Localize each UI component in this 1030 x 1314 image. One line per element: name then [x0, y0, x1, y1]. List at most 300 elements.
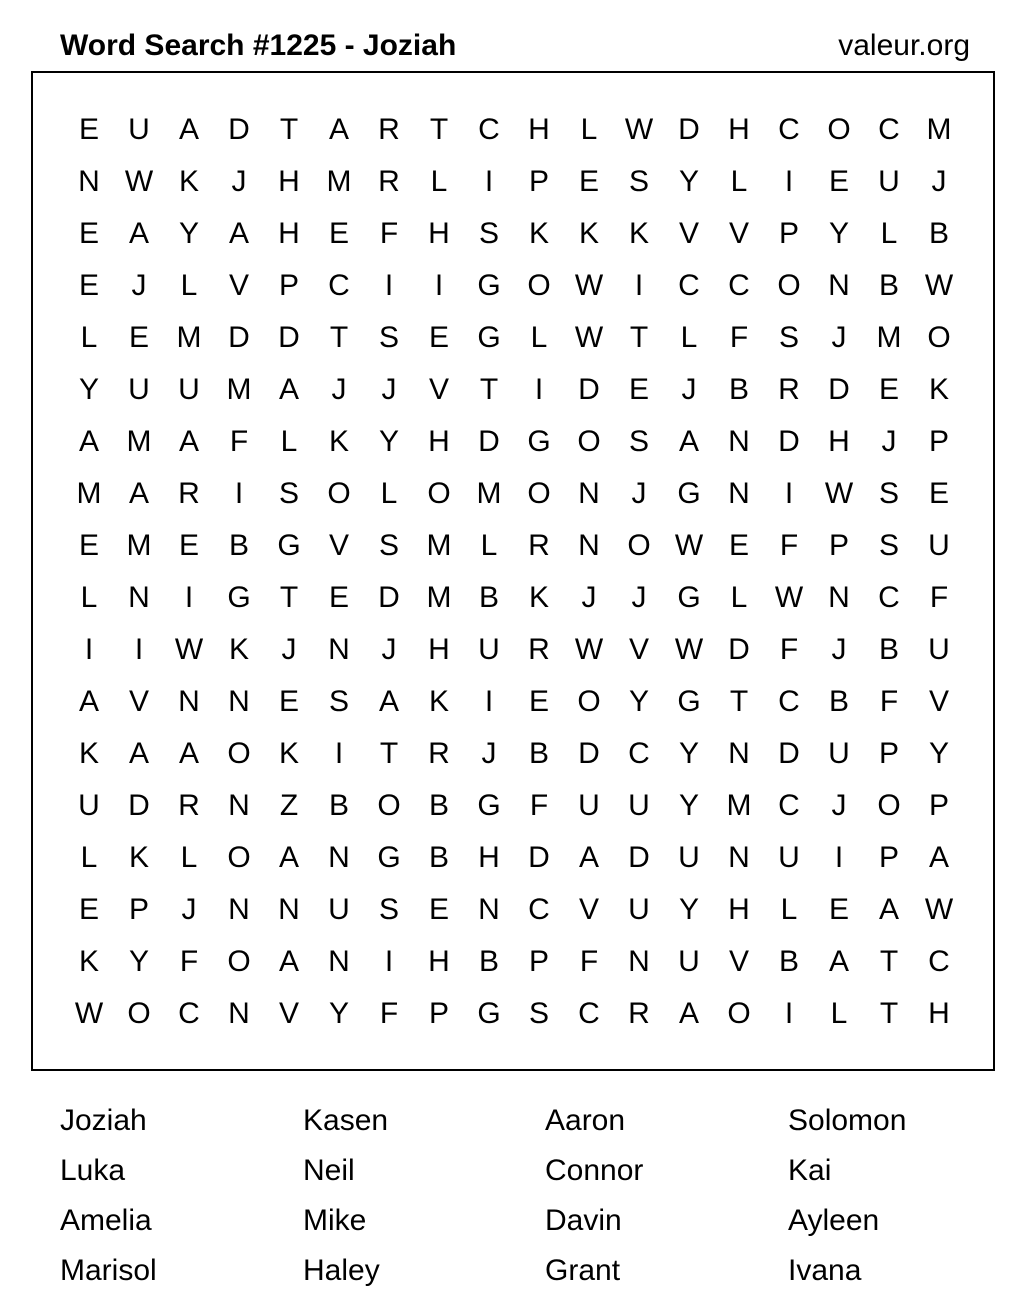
- grid-cell[interactable]: Y: [128, 945, 149, 978]
- grid-cell[interactable]: R: [378, 165, 400, 198]
- grid-cell[interactable]: N: [228, 685, 250, 718]
- grid-cell[interactable]: R: [628, 997, 650, 1030]
- grid-cell[interactable]: L: [80, 321, 98, 354]
- grid-cell[interactable]: U: [878, 165, 900, 198]
- grid-cell[interactable]: L: [730, 165, 748, 198]
- grid-cell[interactable]: M: [426, 529, 452, 562]
- grid-cell[interactable]: U: [678, 841, 700, 874]
- grid-cell[interactable]: L: [80, 841, 98, 874]
- grid-cell[interactable]: E: [728, 529, 749, 562]
- grid-cell[interactable]: A: [128, 737, 149, 770]
- grid-cell[interactable]: A: [78, 425, 99, 458]
- grid-cell[interactable]: D: [778, 737, 800, 770]
- grid-cell[interactable]: P: [878, 737, 899, 770]
- grid-cell[interactable]: E: [78, 529, 99, 562]
- grid-cell[interactable]: I: [784, 165, 794, 198]
- grid-cell[interactable]: A: [278, 373, 299, 406]
- grid-cell[interactable]: U: [178, 373, 200, 406]
- grid-cell[interactable]: C: [578, 997, 600, 1030]
- grid-cell[interactable]: J: [131, 269, 147, 302]
- grid-cell[interactable]: N: [728, 477, 750, 510]
- grid-cell[interactable]: Y: [628, 685, 649, 718]
- grid-cell[interactable]: D: [778, 425, 800, 458]
- grid-cell[interactable]: E: [828, 165, 849, 198]
- grid-cell[interactable]: O: [127, 997, 151, 1030]
- grid-cell[interactable]: V: [228, 269, 249, 302]
- grid-cell[interactable]: J: [831, 633, 847, 666]
- grid-cell[interactable]: E: [578, 165, 599, 198]
- grid-cell[interactable]: U: [78, 789, 100, 822]
- grid-cell[interactable]: D: [528, 841, 550, 874]
- grid-cell[interactable]: N: [578, 477, 600, 510]
- grid-cell[interactable]: K: [178, 165, 199, 198]
- grid-cell[interactable]: A: [678, 997, 699, 1030]
- grid-cell[interactable]: A: [178, 113, 199, 146]
- grid-cell[interactable]: A: [678, 425, 699, 458]
- grid-cell[interactable]: P: [928, 789, 949, 822]
- grid-cell[interactable]: D: [228, 113, 250, 146]
- grid-cell[interactable]: K: [78, 945, 99, 978]
- grid-cell[interactable]: M: [876, 321, 902, 354]
- grid-cell[interactable]: P: [878, 841, 899, 874]
- grid-cell[interactable]: S: [378, 893, 399, 926]
- grid-cell[interactable]: J: [231, 165, 247, 198]
- grid-cell[interactable]: H: [928, 997, 950, 1030]
- grid-cell[interactable]: H: [528, 113, 550, 146]
- grid-cell[interactable]: N: [628, 945, 650, 978]
- grid-cell[interactable]: T: [279, 113, 299, 146]
- grid-cell[interactable]: M: [126, 425, 152, 458]
- grid-cell[interactable]: P: [528, 945, 549, 978]
- grid-cell[interactable]: R: [378, 113, 400, 146]
- grid-cell[interactable]: K: [128, 841, 149, 874]
- grid-cell[interactable]: O: [427, 477, 451, 510]
- grid-cell[interactable]: U: [128, 373, 150, 406]
- grid-cell[interactable]: A: [378, 685, 399, 718]
- grid-cell[interactable]: A: [928, 841, 949, 874]
- grid-cell[interactable]: T: [329, 321, 349, 354]
- grid-cell[interactable]: U: [828, 737, 850, 770]
- grid-cell[interactable]: L: [830, 997, 848, 1030]
- grid-cell[interactable]: I: [484, 685, 494, 718]
- grid-cell[interactable]: N: [228, 997, 250, 1030]
- grid-cell[interactable]: Y: [78, 373, 99, 406]
- grid-cell[interactable]: I: [834, 841, 844, 874]
- grid-cell[interactable]: H: [278, 217, 300, 250]
- grid-cell[interactable]: V: [628, 633, 649, 666]
- grid-cell[interactable]: A: [578, 841, 599, 874]
- grid-cell[interactable]: Y: [678, 165, 699, 198]
- grid-cell[interactable]: C: [478, 113, 500, 146]
- grid-cell[interactable]: E: [328, 217, 349, 250]
- grid-cell[interactable]: A: [228, 217, 249, 250]
- grid-cell[interactable]: C: [628, 737, 650, 770]
- grid-cell[interactable]: Y: [928, 737, 949, 770]
- grid-cell[interactable]: A: [78, 685, 99, 718]
- grid-cell[interactable]: D: [228, 321, 250, 354]
- grid-cell[interactable]: M: [226, 373, 252, 406]
- grid-cell[interactable]: U: [328, 893, 350, 926]
- grid-cell[interactable]: L: [80, 581, 98, 614]
- grid-cell[interactable]: A: [128, 217, 149, 250]
- grid-cell[interactable]: E: [878, 373, 899, 406]
- grid-cell[interactable]: Y: [178, 217, 199, 250]
- grid-cell[interactable]: B: [478, 945, 499, 978]
- grid-cell[interactable]: J: [831, 321, 847, 354]
- grid-cell[interactable]: S: [278, 477, 299, 510]
- grid-cell[interactable]: W: [574, 269, 604, 302]
- grid-cell[interactable]: V: [128, 685, 149, 718]
- grid-cell[interactable]: W: [674, 529, 704, 562]
- grid-cell[interactable]: O: [777, 269, 801, 302]
- grid-cell[interactable]: K: [528, 581, 549, 614]
- grid-cell[interactable]: P: [528, 165, 549, 198]
- grid-cell[interactable]: B: [528, 737, 549, 770]
- grid-cell[interactable]: O: [377, 789, 401, 822]
- grid-cell[interactable]: K: [328, 425, 349, 458]
- grid-cell[interactable]: O: [227, 945, 251, 978]
- grid-cell[interactable]: P: [828, 529, 849, 562]
- grid-cell[interactable]: D: [728, 633, 750, 666]
- grid-cell[interactable]: J: [331, 373, 347, 406]
- grid-cell[interactable]: C: [678, 269, 700, 302]
- grid-cell[interactable]: E: [78, 269, 99, 302]
- grid-cell[interactable]: W: [74, 997, 104, 1030]
- grid-cell[interactable]: O: [227, 841, 251, 874]
- grid-cell[interactable]: M: [326, 165, 352, 198]
- grid-cell[interactable]: H: [428, 425, 450, 458]
- grid-cell[interactable]: S: [628, 165, 649, 198]
- grid-cell[interactable]: G: [227, 581, 251, 614]
- grid-cell[interactable]: I: [634, 269, 644, 302]
- grid-cell[interactable]: C: [328, 269, 350, 302]
- grid-cell[interactable]: H: [728, 113, 750, 146]
- grid-cell[interactable]: M: [726, 789, 752, 822]
- grid-cell[interactable]: I: [334, 737, 344, 770]
- grid-cell[interactable]: E: [78, 893, 99, 926]
- grid-cell[interactable]: V: [328, 529, 349, 562]
- grid-cell[interactable]: N: [728, 737, 750, 770]
- grid-cell[interactable]: D: [278, 321, 300, 354]
- grid-cell[interactable]: A: [828, 945, 849, 978]
- grid-cell[interactable]: P: [928, 425, 949, 458]
- grid-cell[interactable]: U: [478, 633, 500, 666]
- grid-cell[interactable]: K: [578, 217, 599, 250]
- grid-cell[interactable]: S: [328, 685, 349, 718]
- grid-cell[interactable]: R: [178, 789, 200, 822]
- grid-cell[interactable]: V: [278, 997, 299, 1030]
- grid-cell[interactable]: K: [228, 633, 249, 666]
- grid-cell[interactable]: A: [128, 477, 149, 510]
- grid-cell[interactable]: J: [931, 165, 947, 198]
- grid-cell[interactable]: D: [628, 841, 650, 874]
- grid-cell[interactable]: L: [680, 321, 698, 354]
- grid-cell[interactable]: F: [729, 321, 749, 354]
- grid-cell[interactable]: M: [176, 321, 202, 354]
- grid-cell[interactable]: N: [328, 841, 350, 874]
- grid-cell[interactable]: G: [677, 477, 701, 510]
- grid-cell[interactable]: I: [534, 373, 544, 406]
- grid-cell[interactable]: G: [477, 997, 501, 1030]
- grid-cell[interactable]: E: [78, 113, 99, 146]
- grid-cell[interactable]: U: [928, 529, 950, 562]
- grid-cell[interactable]: K: [528, 217, 549, 250]
- grid-cell[interactable]: L: [180, 269, 198, 302]
- grid-cell[interactable]: B: [878, 633, 899, 666]
- grid-cell[interactable]: W: [824, 477, 854, 510]
- grid-cell[interactable]: S: [378, 529, 399, 562]
- grid-cell[interactable]: S: [878, 477, 899, 510]
- grid-cell[interactable]: T: [279, 581, 299, 614]
- grid-cell[interactable]: E: [428, 321, 449, 354]
- grid-cell[interactable]: G: [527, 425, 551, 458]
- grid-cell[interactable]: N: [328, 945, 350, 978]
- grid-cell[interactable]: I: [484, 165, 494, 198]
- grid-cell[interactable]: U: [928, 633, 950, 666]
- grid-cell[interactable]: I: [184, 581, 194, 614]
- grid-cell[interactable]: J: [681, 373, 697, 406]
- grid-cell[interactable]: O: [527, 477, 551, 510]
- grid-cell[interactable]: C: [528, 893, 550, 926]
- grid-cell[interactable]: I: [134, 633, 144, 666]
- grid-cell[interactable]: L: [880, 217, 898, 250]
- grid-cell[interactable]: H: [478, 841, 500, 874]
- grid-cell[interactable]: V: [578, 893, 599, 926]
- grid-cell[interactable]: B: [728, 373, 749, 406]
- grid-cell[interactable]: F: [229, 425, 249, 458]
- grid-cell[interactable]: Y: [678, 737, 699, 770]
- grid-cell[interactable]: I: [784, 997, 794, 1030]
- grid-cell[interactable]: B: [478, 581, 499, 614]
- grid-cell[interactable]: J: [881, 425, 897, 458]
- grid-cell[interactable]: B: [428, 841, 449, 874]
- grid-cell[interactable]: B: [878, 269, 899, 302]
- grid-cell[interactable]: U: [678, 945, 700, 978]
- grid-cell[interactable]: T: [879, 997, 899, 1030]
- grid-cell[interactable]: O: [627, 529, 651, 562]
- grid-cell[interactable]: L: [530, 321, 548, 354]
- grid-cell[interactable]: V: [928, 685, 949, 718]
- grid-cell[interactable]: E: [928, 477, 949, 510]
- grid-cell[interactable]: A: [178, 425, 199, 458]
- grid-cell[interactable]: W: [674, 633, 704, 666]
- grid-cell[interactable]: O: [877, 789, 901, 822]
- grid-cell[interactable]: A: [878, 893, 899, 926]
- grid-cell[interactable]: J: [381, 373, 397, 406]
- grid-cell[interactable]: J: [631, 477, 647, 510]
- grid-cell[interactable]: F: [579, 945, 599, 978]
- grid-cell[interactable]: G: [477, 269, 501, 302]
- grid-cell[interactable]: R: [428, 737, 450, 770]
- grid-cell[interactable]: B: [828, 685, 849, 718]
- grid-cell[interactable]: O: [577, 685, 601, 718]
- grid-cell[interactable]: I: [384, 269, 394, 302]
- grid-cell[interactable]: D: [128, 789, 150, 822]
- grid-cell[interactable]: V: [428, 373, 449, 406]
- grid-cell[interactable]: M: [476, 477, 502, 510]
- grid-cell[interactable]: U: [628, 893, 650, 926]
- grid-cell[interactable]: J: [581, 581, 597, 614]
- grid-cell[interactable]: M: [76, 477, 102, 510]
- grid-cell[interactable]: E: [78, 217, 99, 250]
- grid-cell[interactable]: D: [378, 581, 400, 614]
- grid-cell[interactable]: W: [924, 893, 954, 926]
- grid-cell[interactable]: O: [727, 997, 751, 1030]
- grid-cell[interactable]: T: [429, 113, 449, 146]
- grid-cell[interactable]: J: [281, 633, 297, 666]
- grid-cell[interactable]: B: [428, 789, 449, 822]
- grid-cell[interactable]: L: [580, 113, 598, 146]
- grid-cell[interactable]: S: [778, 321, 799, 354]
- grid-cell[interactable]: T: [629, 321, 649, 354]
- grid-cell[interactable]: W: [574, 633, 604, 666]
- grid-cell[interactable]: M: [126, 529, 152, 562]
- grid-cell[interactable]: F: [179, 945, 199, 978]
- grid-cell[interactable]: Y: [678, 893, 699, 926]
- grid-cell[interactable]: F: [529, 789, 549, 822]
- grid-cell[interactable]: A: [278, 945, 299, 978]
- grid-cell[interactable]: D: [678, 113, 700, 146]
- grid-cell[interactable]: K: [628, 217, 649, 250]
- grid-cell[interactable]: S: [378, 321, 399, 354]
- grid-cell[interactable]: P: [778, 217, 799, 250]
- grid-cell[interactable]: K: [428, 685, 449, 718]
- grid-cell[interactable]: P: [128, 893, 149, 926]
- grid-cell[interactable]: L: [280, 425, 298, 458]
- grid-cell[interactable]: O: [827, 113, 851, 146]
- grid-cell[interactable]: W: [774, 581, 804, 614]
- grid-cell[interactable]: U: [128, 113, 150, 146]
- grid-cell[interactable]: B: [778, 945, 799, 978]
- grid-cell[interactable]: H: [428, 217, 450, 250]
- grid-cell[interactable]: J: [631, 581, 647, 614]
- grid-cell[interactable]: E: [428, 893, 449, 926]
- grid-cell[interactable]: N: [78, 165, 100, 198]
- grid-cell[interactable]: H: [728, 893, 750, 926]
- grid-cell[interactable]: C: [928, 945, 950, 978]
- grid-cell[interactable]: G: [477, 321, 501, 354]
- grid-cell[interactable]: Y: [328, 997, 349, 1030]
- grid-cell[interactable]: C: [778, 113, 800, 146]
- grid-cell[interactable]: H: [428, 633, 450, 666]
- grid-cell[interactable]: I: [234, 477, 244, 510]
- grid-cell[interactable]: H: [828, 425, 850, 458]
- grid-cell[interactable]: F: [879, 685, 899, 718]
- grid-cell[interactable]: M: [426, 581, 452, 614]
- grid-cell[interactable]: E: [128, 321, 149, 354]
- grid-cell[interactable]: S: [478, 217, 499, 250]
- grid-cell[interactable]: O: [577, 425, 601, 458]
- grid-cell[interactable]: E: [278, 685, 299, 718]
- grid-cell[interactable]: L: [730, 581, 748, 614]
- grid-cell[interactable]: E: [328, 581, 349, 614]
- grid-cell[interactable]: I: [434, 269, 444, 302]
- grid-cell[interactable]: U: [778, 841, 800, 874]
- grid-cell[interactable]: N: [728, 425, 750, 458]
- grid-cell[interactable]: N: [578, 529, 600, 562]
- grid-cell[interactable]: E: [628, 373, 649, 406]
- grid-cell[interactable]: A: [278, 841, 299, 874]
- grid-cell[interactable]: I: [384, 945, 394, 978]
- grid-cell[interactable]: W: [124, 165, 154, 198]
- grid-cell[interactable]: Y: [378, 425, 399, 458]
- grid-cell[interactable]: P: [278, 269, 299, 302]
- grid-cell[interactable]: K: [78, 737, 99, 770]
- grid-cell[interactable]: N: [828, 269, 850, 302]
- grid-cell[interactable]: C: [778, 685, 800, 718]
- grid-cell[interactable]: L: [380, 477, 398, 510]
- grid-cell[interactable]: W: [924, 269, 954, 302]
- grid-cell[interactable]: N: [128, 581, 150, 614]
- grid-cell[interactable]: C: [878, 581, 900, 614]
- grid-cell[interactable]: Y: [828, 217, 849, 250]
- grid-cell[interactable]: N: [178, 685, 200, 718]
- grid-cell[interactable]: J: [181, 893, 197, 926]
- grid-cell[interactable]: F: [779, 529, 799, 562]
- grid-cell[interactable]: C: [778, 789, 800, 822]
- grid-cell[interactable]: N: [728, 841, 750, 874]
- grid-cell[interactable]: N: [228, 789, 250, 822]
- grid-cell[interactable]: R: [528, 633, 550, 666]
- grid-cell[interactable]: B: [228, 529, 249, 562]
- grid-cell[interactable]: N: [278, 893, 300, 926]
- grid-cell[interactable]: J: [381, 633, 397, 666]
- grid-cell[interactable]: O: [927, 321, 951, 354]
- grid-cell[interactable]: N: [478, 893, 500, 926]
- grid-cell[interactable]: V: [728, 217, 749, 250]
- grid-cell[interactable]: M: [926, 113, 952, 146]
- grid-cell[interactable]: S: [528, 997, 549, 1030]
- grid-cell[interactable]: E: [828, 893, 849, 926]
- grid-cell[interactable]: U: [578, 789, 600, 822]
- grid-cell[interactable]: K: [278, 737, 299, 770]
- grid-cell[interactable]: R: [178, 477, 200, 510]
- grid-cell[interactable]: B: [328, 789, 349, 822]
- grid-cell[interactable]: C: [878, 113, 900, 146]
- grid-cell[interactable]: L: [430, 165, 448, 198]
- grid-cell[interactable]: G: [277, 529, 301, 562]
- grid-cell[interactable]: F: [379, 217, 399, 250]
- grid-cell[interactable]: T: [479, 373, 499, 406]
- grid-cell[interactable]: U: [628, 789, 650, 822]
- grid-cell[interactable]: B: [928, 217, 949, 250]
- grid-cell[interactable]: S: [878, 529, 899, 562]
- grid-cell[interactable]: C: [178, 997, 200, 1030]
- grid-cell[interactable]: G: [677, 685, 701, 718]
- grid-cell[interactable]: R: [778, 373, 800, 406]
- grid-cell[interactable]: J: [481, 737, 497, 770]
- grid-cell[interactable]: Y: [678, 789, 699, 822]
- grid-cell[interactable]: I: [84, 633, 94, 666]
- grid-cell[interactable]: H: [428, 945, 450, 978]
- grid-cell[interactable]: K: [928, 373, 949, 406]
- grid-cell[interactable]: F: [929, 581, 949, 614]
- grid-cell[interactable]: I: [784, 477, 794, 510]
- grid-cell[interactable]: L: [480, 529, 498, 562]
- grid-cell[interactable]: D: [828, 373, 850, 406]
- grid-cell[interactable]: W: [624, 113, 654, 146]
- grid-cell[interactable]: D: [578, 373, 600, 406]
- grid-cell[interactable]: W: [574, 321, 604, 354]
- letter-grid[interactable]: [64, 104, 964, 1040]
- grid-cell[interactable]: O: [227, 737, 251, 770]
- grid-cell[interactable]: O: [327, 477, 351, 510]
- grid-cell[interactable]: H: [278, 165, 300, 198]
- grid-cell[interactable]: S: [628, 425, 649, 458]
- grid-cell[interactable]: D: [478, 425, 500, 458]
- grid-cell[interactable]: L: [180, 841, 198, 874]
- grid-cell[interactable]: V: [678, 217, 699, 250]
